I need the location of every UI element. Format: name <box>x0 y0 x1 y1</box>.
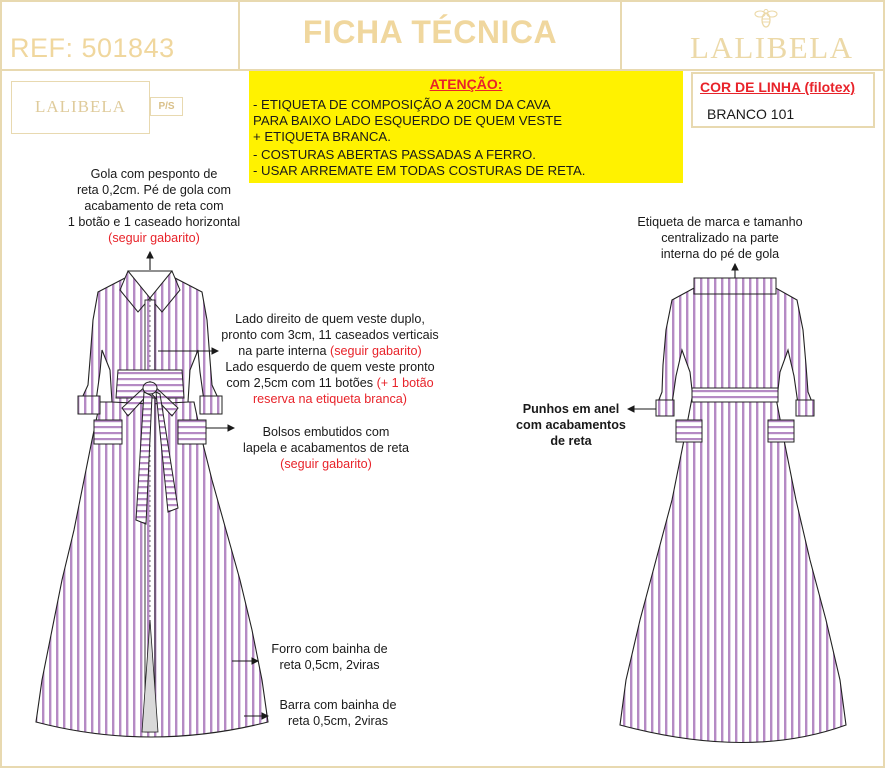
attention-line: + ETIQUETA BRANCA. <box>253 129 391 144</box>
placket-note <box>206 311 454 407</box>
note-highlight: (seguir gabarito) <box>280 457 372 471</box>
note-line: Punhos em anel <box>522 402 620 416</box>
note-line: acabamento de reta com <box>84 199 224 213</box>
attention-line: - ETIQUETA DE COMPOSIÇÃO A 20CM DA CAVA <box>253 97 551 112</box>
reference-code: REF: 501843 <box>10 33 175 63</box>
note-line: Bolsos embutidos com <box>262 425 390 439</box>
note-line: reta 0,5cm, 2viras <box>287 714 389 728</box>
note-line: 1 botão e 1 caseado horizontal <box>67 215 241 229</box>
note-line: Etiqueta de marca e tamanho <box>637 215 803 229</box>
note-line: interna do pé de gola <box>660 247 780 261</box>
note-highlight: (+ 1 botão <box>376 376 434 390</box>
note-highlight: reserva na etiqueta branca) <box>252 392 407 406</box>
back-dress-drawing <box>620 278 846 743</box>
note-line: Barra com bainha de <box>279 698 397 712</box>
note-highlight: (seguir gabarito) <box>108 231 200 245</box>
note-line: Gola com pesponto de <box>90 167 218 181</box>
attention-line: PARA BAIXO LADO ESQUERDO DE QUEM VESTE <box>253 113 563 128</box>
note-line: centralizado na parte <box>661 231 779 245</box>
thread-color-title: COR DE LINHA (filotex) <box>700 79 856 95</box>
collar-note <box>48 166 260 246</box>
note-text: na parte interna <box>238 344 327 358</box>
lining-note <box>262 641 397 673</box>
cuff-note <box>512 401 630 449</box>
attention-line: - USAR ARREMATE EM TODAS COSTURAS DE RETA. <box>253 163 586 178</box>
brand-label-note <box>614 214 826 262</box>
thread-color-value: BRANCO 101 <box>707 106 795 122</box>
note-line <box>206 375 454 391</box>
note-line: Forro com bainha de <box>271 642 388 656</box>
label-logo-text: LALIBELA <box>34 97 127 116</box>
attention-line: - COSTURAS ABERTAS PASSADAS A FERRO. <box>253 147 536 162</box>
page-title: FICHA TÉCNICA <box>302 14 558 50</box>
note-line: lapela e acabamentos de reta <box>243 441 409 455</box>
note-line: Lado direito de quem veste duplo, <box>235 312 425 326</box>
note-line: com acabamentos <box>516 418 626 432</box>
note-line: pronto com 3cm, 11 caseados verticais <box>221 328 439 342</box>
note-line: de reta <box>550 434 592 448</box>
note-text: com 2,5cm com 11 botões <box>226 376 374 390</box>
size-label-box: P/S <box>150 97 183 116</box>
hem-note <box>268 697 408 729</box>
note-highlight: (seguir gabarito) <box>330 344 422 358</box>
note-line: reta 0,2cm. Pé de gola com <box>76 183 231 197</box>
note-line <box>206 343 454 359</box>
note-line: Lado esquerdo de quem veste pronto <box>225 360 435 374</box>
note-line: reta 0,5cm, 2viras <box>279 658 380 672</box>
brand-logo: LALIBELA <box>690 30 854 65</box>
attention-title: ATENÇÃO: <box>429 76 503 92</box>
pocket-note <box>236 424 416 472</box>
